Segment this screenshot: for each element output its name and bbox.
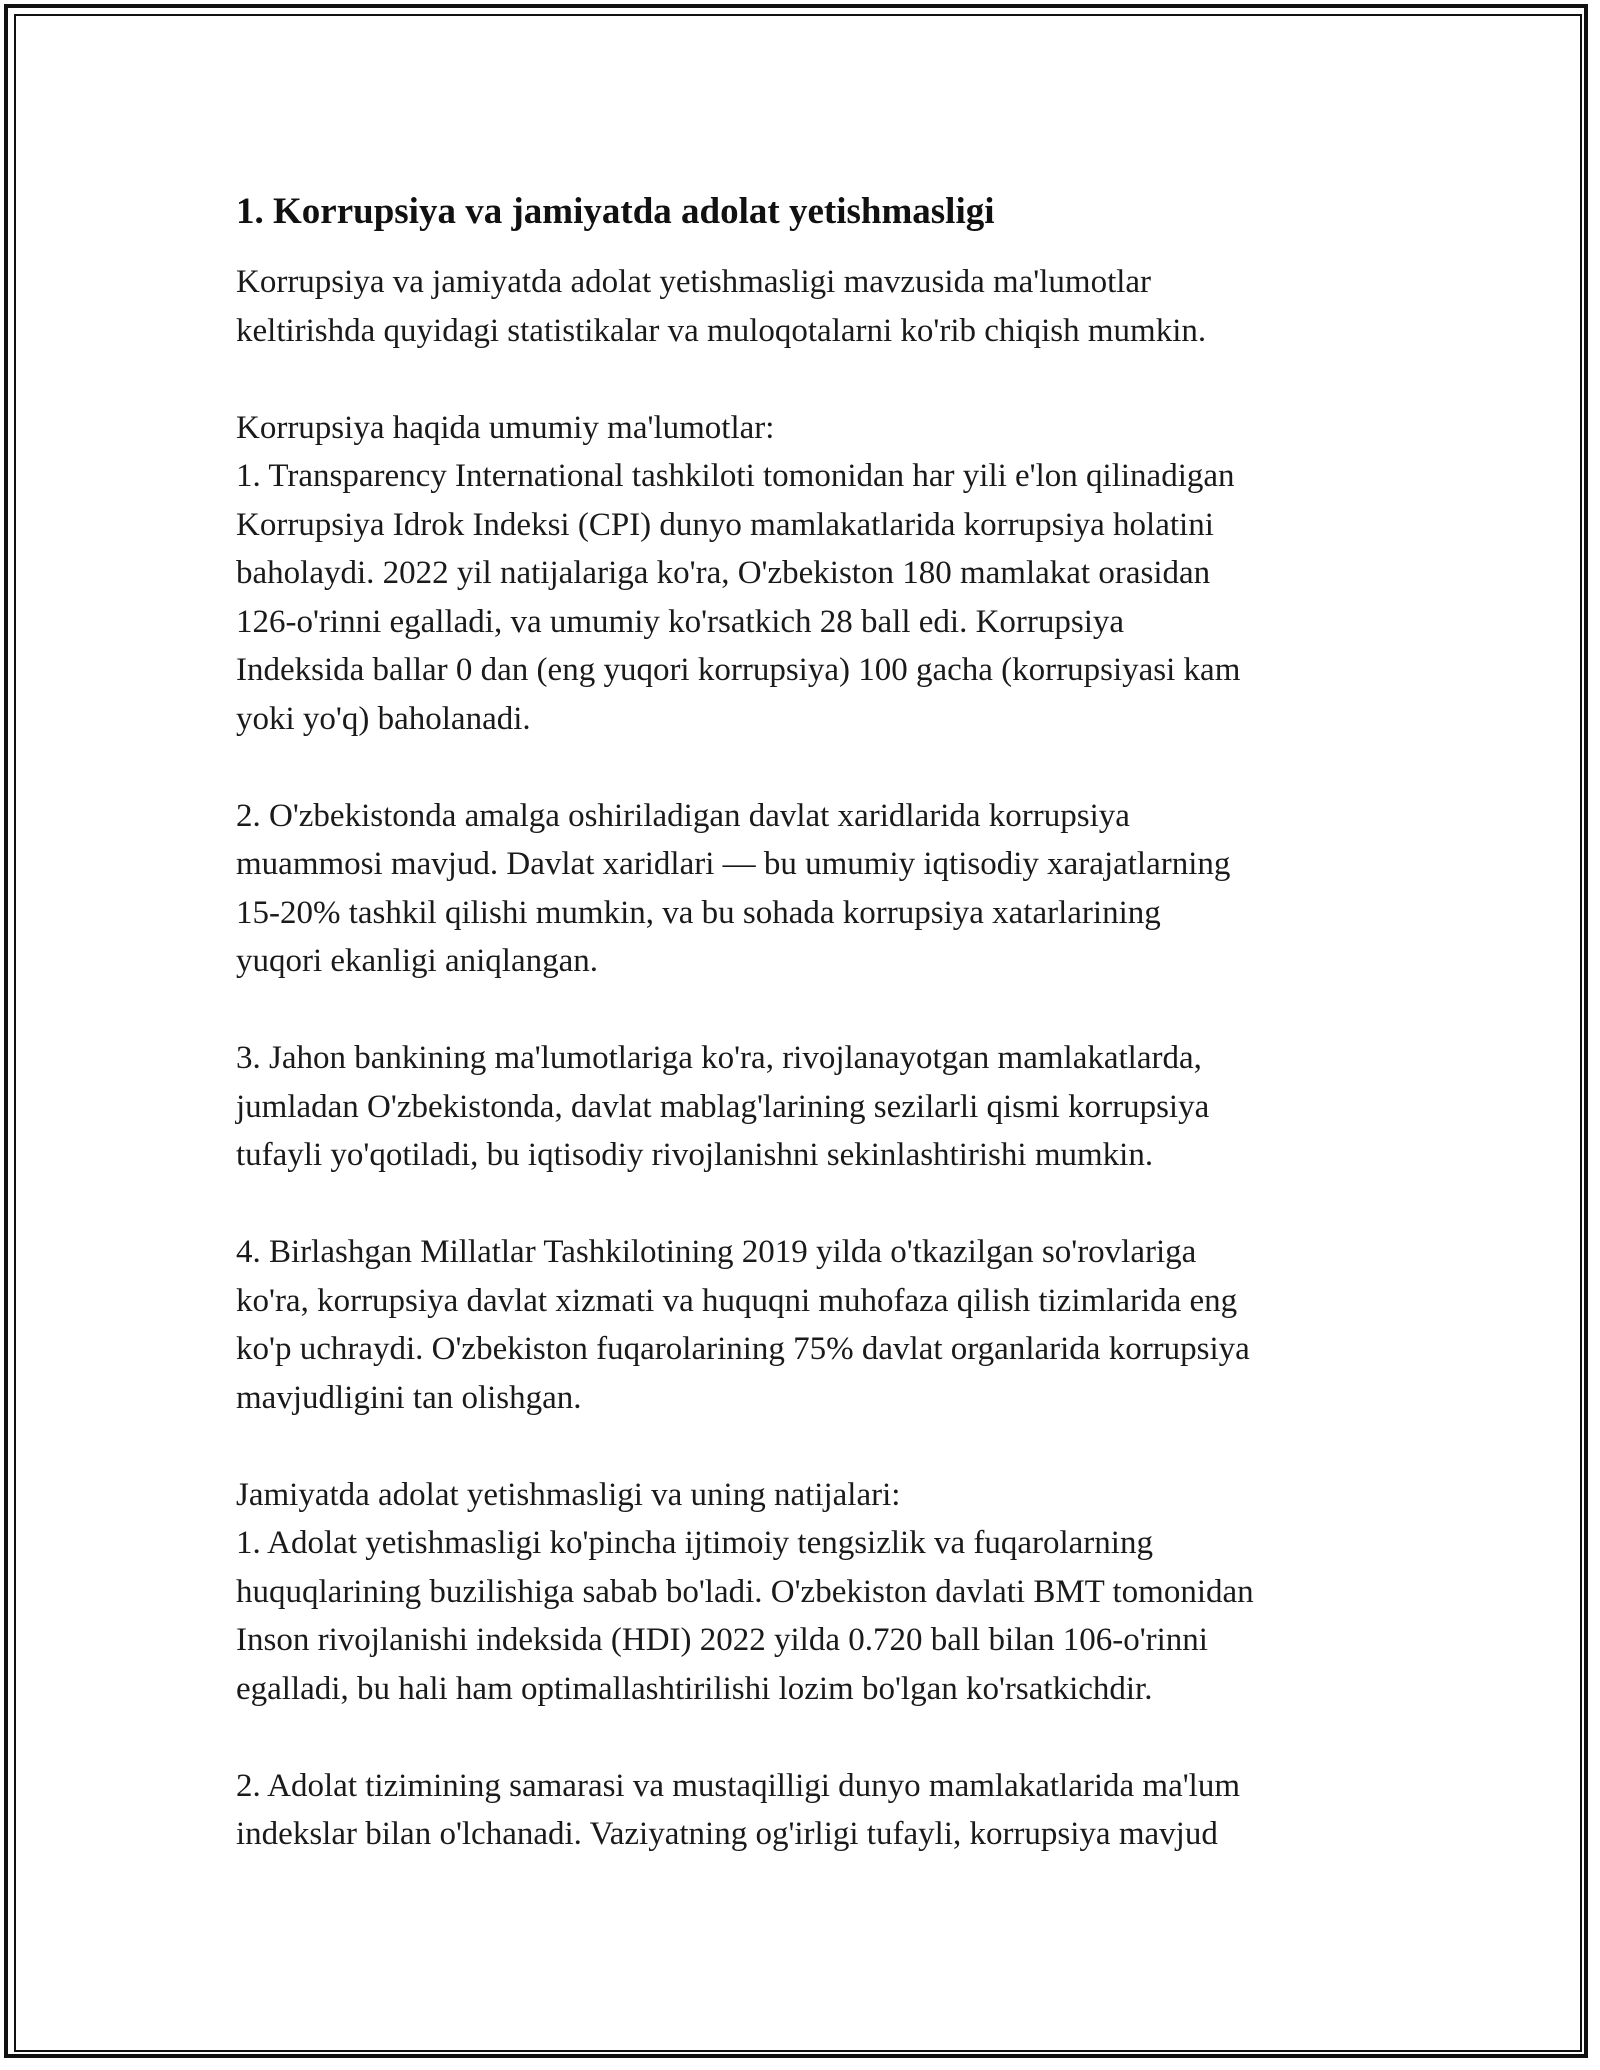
- paragraph-justice-hdi: Jamiyatda adolat yetishmasligi va uning natijalari: 1. Adolat yetishmasligi ko'pincha ijtimoiy tengsizlik va fuqarolarning huquqlarining buzilishiga sabab bo'ladi. O'zbekiston davlati BMT tomonidan Inson rivojlanishi indeksida (HDI) 2022 yilda 0.720 ball bilan 106-o'rinni egalladi, bu hali ham optimallashtirilishi lozim bo'lgan ko'rsatkichdir.: [236, 1476, 1254, 1707]
- paragraph-public-procurement: 2. O'zbekistonda amalga oshiriladigan davlat xaridlarida korrupsiya muammosi mavjud. Davlat xaridlari — bu umumiy iqtisodiy xarajatlarning 15-20% tashkil qilishi mumkin, va bu sohada korrupsiya xatarlarining yuqori ekanligi aniqlangan.: [236, 797, 1231, 979]
- paragraph-corruption-cpi: Korrupsiya haqida umumiy ma'lumotlar: 1. Transparency International tashkiloti tomonidan har yili e'lon qilinadigan Korrupsiya Idrok Indeksi (CPI) dunyo mamlakatlarida korrupsiya holatini baholaydi. 2022 yil natijalariga ko'ra, O'zbekiston 180 mamlakat orasidan 126-o'rinni egalladi, va umumiy ko'rsatkich 28 ball edi. Korrupsiya Indeksida ballar 0 dan (eng yuqori korrupsiya) 100 gacha (korrupsiyasi kam yoki yo'q) baholanadi.: [236, 409, 1241, 737]
- document-body: [236, 188, 1386, 1859]
- document-title: 1. Korrupsiya va jamiyatda adolat yetishmasligi: [236, 191, 995, 232]
- paragraph-un-survey: 4. Birlashgan Millatlar Tashkilotining 2019 yilda o'tkazilgan so'rovlariga ko'ra, korrupsiya davlat xizmati va huquqni muhofaza qilish tizimlarida eng ko'p uchraydi. O'zbekiston fuqarolarining 75% davlat organlarida korrupsiya mavjudligini tan olishgan.: [236, 1234, 1250, 1416]
- paragraph-world-bank: 3. Jahon bankining ma'lumotlariga ko'ra, rivojlanayotgan mamlakatlarda, jumladan O'zbekistonda, davlat mablag'larining sezilarli qismi korrupsiya tufayli yo'qotiladi, bu iqtisodiy rivojlanishni sekinlashtirishi mumkin.: [236, 1040, 1210, 1173]
- paragraph-justice-system: 2. Adolat tizimining samarasi va mustaqilligi dunyo mamlakatlarida ma'lum indekslar bilan o'lchanadi. Vaziyatning og'irligi tufayli, korrupsiya mavjud: [236, 1767, 1241, 1852]
- paragraph-intro: Korrupsiya va jamiyatda adolat yetishmasligi mavzusida ma'lumotlar keltirishda quyidagi statistikalar va muloqotalarni ko'rib chiqish mumkin.: [236, 264, 1207, 349]
